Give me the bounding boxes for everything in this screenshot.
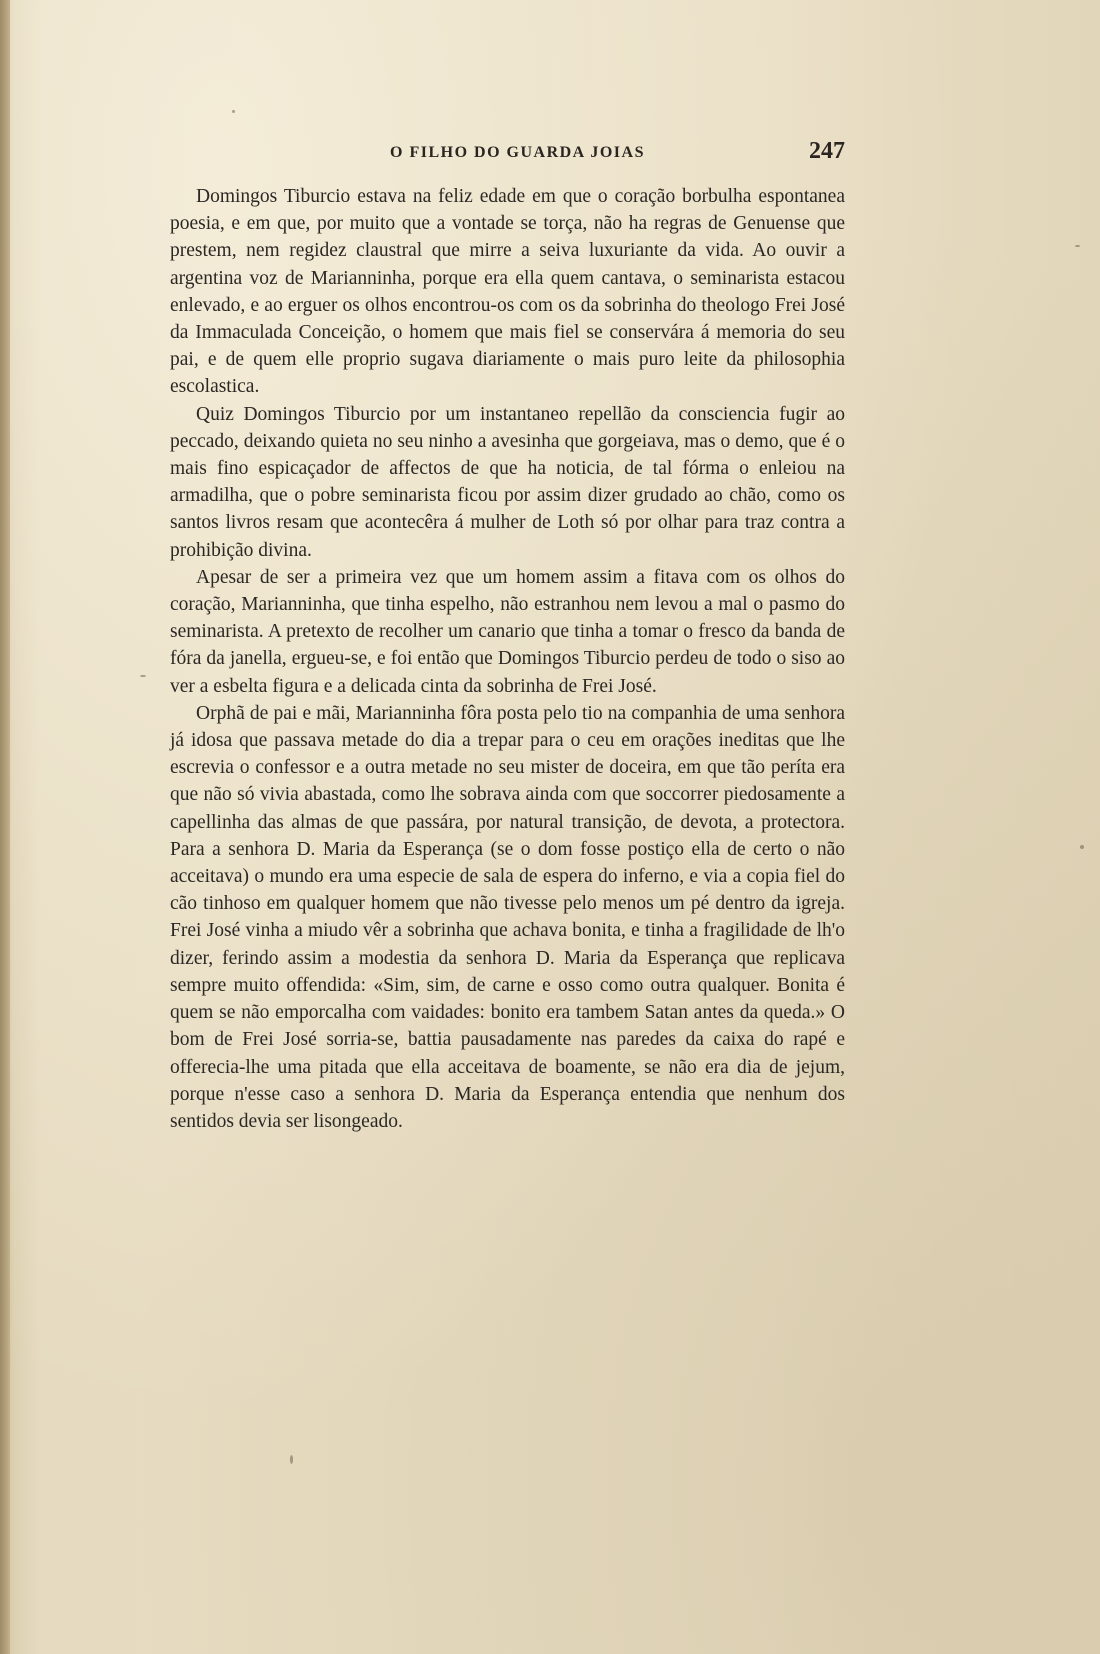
paragraph: Apesar de ser a primeira vez que um homem assim a fitava com os olhos do coração, Marianninha, que tinha espelho, não estranhou nem levou a mal o pasmo do seminarista. A pretexto de recolher um canario que tinha a tomar o fresco da banda de fóra da janella, ergueu-se, e foi então que Domingos Tiburcio perdeu de todo o siso ao ver a esbelta figura e a delicada cinta da sobrinha de Frei José. [170, 566, 845, 697]
page-number: 247 [809, 138, 845, 164]
paper-speck [1080, 845, 1084, 849]
paper-speck [140, 675, 146, 677]
paragraph: Orphã de pai e mãi, Marianninha fôra posta pelo tio na companhia de uma senhora já idosa que passava metade do dia a trepar para o ceu em orações ineditas que lhe escrevia o confessor e a outra metade no seu mister de doceira, em que tão períta era que não só vivia abastada, como lhe sobrava ainda com que soccorrer piedosamente a capellinha das almas de que passára, por natural transição, de devota, a protectora. Para a senhora D. Maria da Esperança (se o dom fosse postiço ella de certo o não acceitava) o mundo era uma especie de sala de espera do inferno, e via a copia fiel do cão tinhoso em qualquer homem que não tivesse pelo menos um pé dentro da igreja. Frei José vinha a miudo vêr a sobrinha que achava bonita, e tinha a fragilidade de lh'o dizer, ferindo assim a modestia da senhora D. Maria da Esperança que replicava sempre muito offendida: «Sim, sim, de carne e osso como outra qualquer. Bonita é quem se não emporcalha com vaidades: bonito era tambem Satan antes da queda.» O bom de Frei José sorria-se, battia pausadamente nas paredes da caixa do rapé e offerecia-lhe uma pitada que ella acceitava de boamente, se não era dia de jejum, porque n'esse caso a senhora D. Maria da Esperança entendia que nenhum dos sentidos devia ser lisongeado. [170, 702, 845, 1132]
binding-edge [0, 0, 10, 1654]
paragraph: Domingos Tiburcio estava na feliz edade em que o coração borbulha espontanea poesia, e em que, por muito que a vontade se torça, não ha regras de Genuense que prestem, nem regidez claustral que mirre a seiva luxuriante da vida. Ao ouvir a argentina voz de Marianninha, porque era ella quem cantava, o seminarista estacou enlevado, e ao erguer os olhos encontrou-os com os da sobrinha do theologo Frei José da Immaculada Conceição, o homem que mais fiel se conservára á memoria do seu pai, e de quem elle proprio sugava diariamente o mais puro leite da philosophia escolastica. [170, 186, 845, 398]
running-title: O FILHO DO GUARDA JOIAS [390, 144, 645, 161]
body-text [170, 183, 845, 1135]
running-head [170, 138, 845, 168]
paper-speck [232, 110, 235, 113]
paragraph: Quiz Domingos Tiburcio por um instantaneo repellão da consciencia fugir ao peccado, deixando quieta no seu ninho a avesinha que gorgeiava, mas o demo, que é o mais fino espicaçador de affectos de que ha noticia, de tal fórma o enleiou na armadilha, que o pobre seminarista ficou por assim dizer grudado ao chão, como os santos livros resam que acontecêra á mulher de Loth só por olhar para traz contra a prohibição divina. [170, 403, 845, 561]
paper-speck [1075, 245, 1080, 247]
paper-speck [290, 1455, 293, 1464]
